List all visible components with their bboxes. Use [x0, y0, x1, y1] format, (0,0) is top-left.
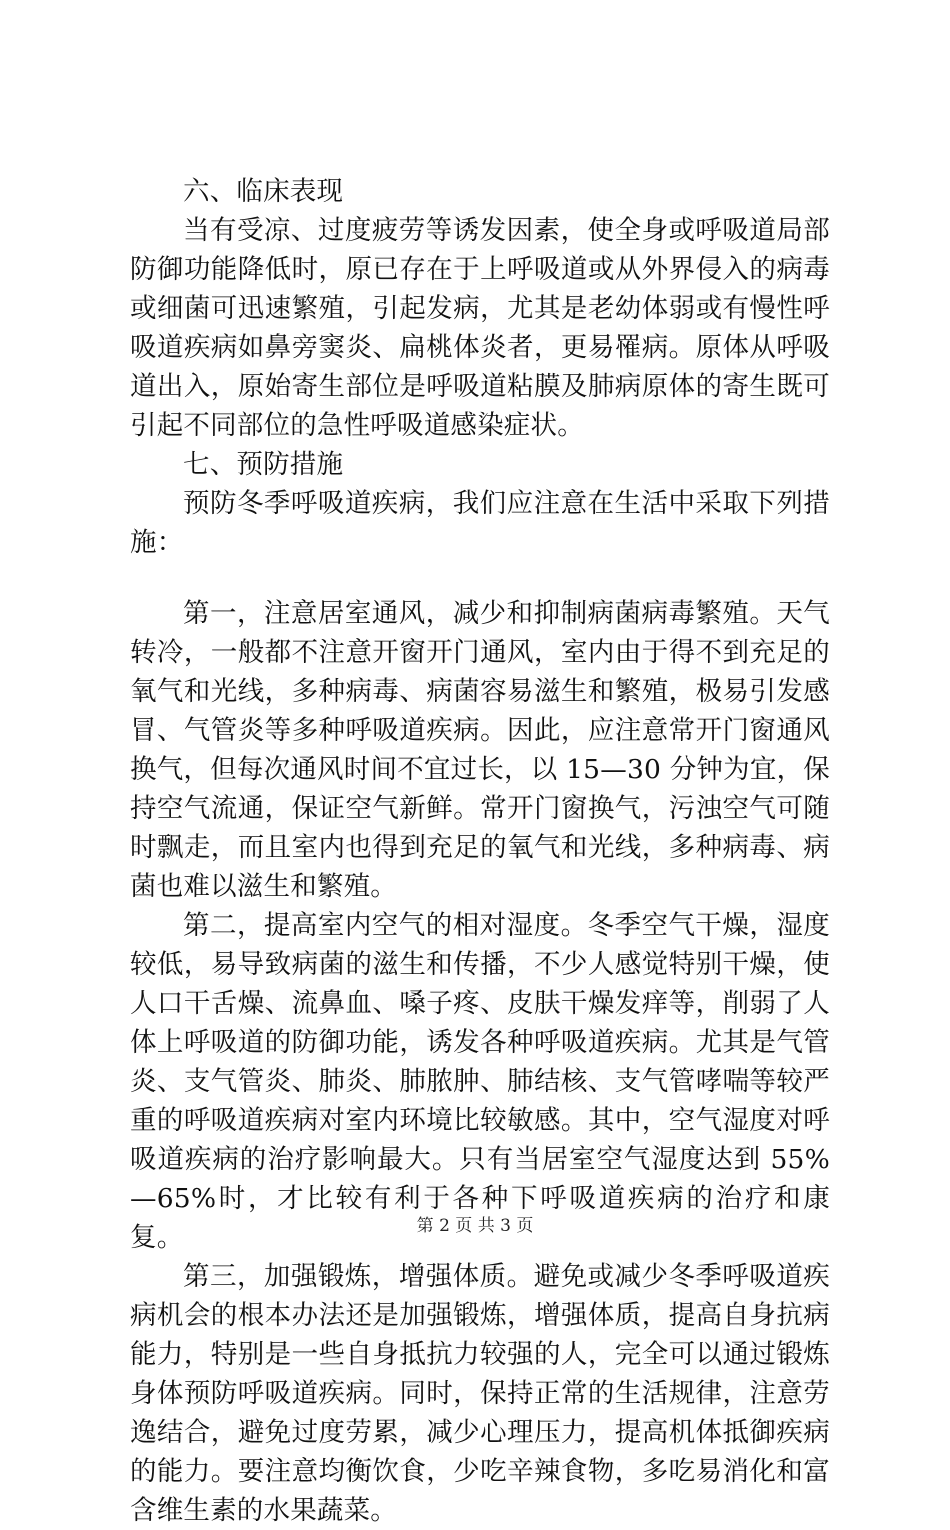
paragraph-measure-2: 第二，提高室内空气的相对湿度。冬季空气干燥，湿度较低，易导致病菌的滋生和传播，不少人感觉特别干燥，使人口干舌燥、流鼻血、嗓子疼、皮肤干燥发痒等，削弱了人体上呼吸道的防御功能，诱发各种呼吸道疾病。尤其是气管炎、支气管炎、肺炎、肺脓肿、肺结核、支气管哮喘等较严重的呼吸道疾病对室内环境比较敏感。其中，空气湿度对呼吸道疾病的治疗影响最大。只有当居室空气湿度达到 55%—65%时，才比较有利于各种下呼吸道疾病的治疗和康复。 [130, 910, 830, 1253]
section-heading-prevention: 七、预防措施 [183, 449, 344, 480]
paragraph-prevention-intro: 预防冬季呼吸道疾病，我们应注意在生活中采取下列措施： [130, 488, 830, 558]
paragraph-measure-3: 第三，加强锻炼，增强体质。避免或减少冬季呼吸道疾病机会的根本办法还是加强锻炼，增强体质，提高自身抗病能力，特别是一些自身抵抗力较强的人，完全可以通过锻炼身体预防呼吸道疾病。同时，保持正常的生活规律，注意劳逸结合，避免过度劳累，减少心理压力，提高机体抵御疾病的能力。要注意均衡饮食，少吃辛辣食物，多吃易消化和富含维生素的水果蔬菜。 [130, 1261, 830, 1526]
paragraph-clinical-manifestations: 当有受凉、过度疲劳等诱发因素，使全身或呼吸道局部防御功能降低时，原已存在于上呼吸道或从外界侵入的病毒或细菌可迅速繁殖，引起发病，尤其是老幼体弱或有慢性呼吸道疾病如鼻旁窦炎、扁桃体炎者，更易罹病。原体从呼吸道出入，原始寄生部位是呼吸道粘膜及肺病原体的寄生既可引起不同部位的急性呼吸道感染症状。 [130, 215, 830, 441]
section-heading-clinical: 六、临床表现 [183, 176, 344, 207]
paragraph-measure-1: 第一，注意居室通风，减少和抑制病菌病毒繁殖。天气转冷，一般都不注意开窗开门通风，室内由于得不到充足的氧气和光线，多种病毒、病菌容易滋生和繁殖，极易引发感冒、气管炎等多种呼吸道疾病。因此，应注意常开门窗通风换气，但每次通风时间不宜过长，以 15—30 分钟为宜，保持空气流通，保证空气新鲜。常开门窗换气，污浊空气可随时飘走，而且室内也得到充足的氧气和光线，多种病毒、病菌也难以滋生和繁殖。 [130, 598, 830, 902]
document-body [130, 172, 830, 1530]
page-number-footer: 第 2 页 共 3 页 [416, 1216, 534, 1236]
